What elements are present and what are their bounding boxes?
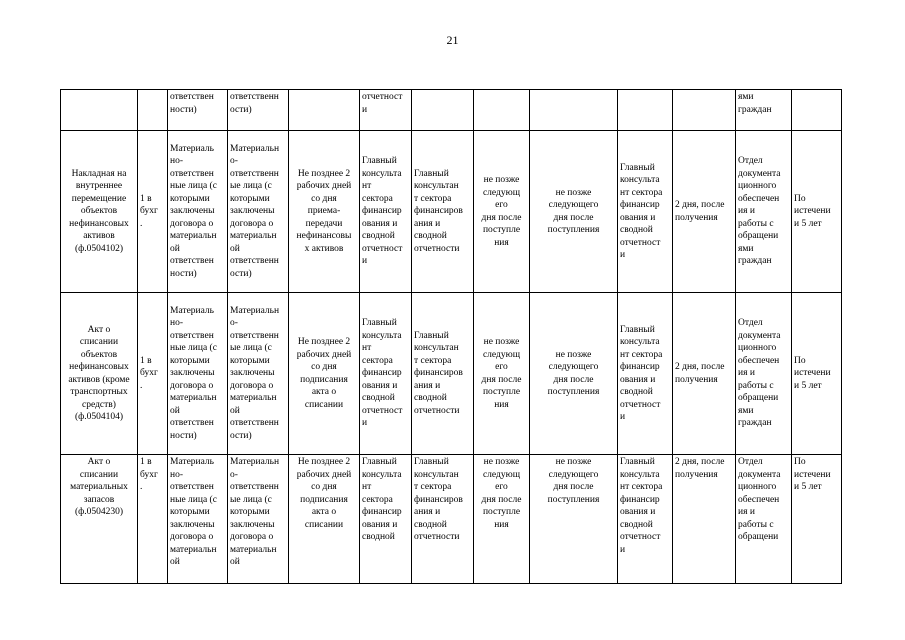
copies-cell: 1 в бухг . bbox=[138, 293, 168, 455]
receiving-dept-cell: Главный консульта нт сектора финансир ования и сводной отчетност и bbox=[360, 131, 412, 293]
document-name-cell: Накладная на внутреннее перемещение объектов нефинансовых активов (ф.0504102) bbox=[61, 131, 138, 293]
archiving-deadline-cell: 2 дня, после получения bbox=[673, 455, 736, 584]
copies-cell bbox=[138, 90, 168, 131]
archiving-dept-cell: Главный консульта нт сектора финансир ования и сводной отчетност и bbox=[618, 455, 673, 584]
processing-dept-cell: Главный консультан т сектора финансиров ания и сводной отчетности bbox=[412, 293, 474, 455]
archiving-deadline-cell: 2 дня, после получения bbox=[673, 131, 736, 293]
archiving-dept-cell: Главный консульта нт сектора финансир ования и сводной отчетност и bbox=[618, 131, 673, 293]
storage-period-cell: По истечени и 5 лет bbox=[792, 455, 842, 584]
processing-deadline-cell bbox=[474, 90, 530, 131]
copies-cell: 1 в бухг . bbox=[138, 455, 168, 584]
transfer-deadline-cell bbox=[530, 90, 618, 131]
processing-deadline-cell: не позже следующ его дня после поступле ния bbox=[474, 293, 530, 455]
processing-deadline-cell: не позже следующ его дня после поступле ния bbox=[474, 131, 530, 293]
processing-dept-cell bbox=[412, 90, 474, 131]
document-name-cell: Акт о списании материальных запасов (ф.0504230) bbox=[61, 455, 138, 584]
signing-persons-cell: ответственн ости) bbox=[228, 90, 289, 131]
responsible-persons-cell: ответствен ности) bbox=[168, 90, 228, 131]
table-row bbox=[61, 131, 842, 293]
submission-deadline-cell: Не позднее 2 рабочих дней со дня подписания акта о списании bbox=[289, 293, 360, 455]
processing-dept-cell: Главный консультан т сектора финансиров ания и сводной отчетности bbox=[412, 455, 474, 584]
responsible-persons-cell: Материаль но- ответствен ные лица (с которыми заключены договора о материальн ой bbox=[168, 455, 228, 584]
archiving-deadline-cell bbox=[673, 90, 736, 131]
storage-dept-cell: Отдел документа ционного обеспечен ия и работы с обращени ями граждан bbox=[736, 131, 792, 293]
submission-deadline-cell: Не позднее 2 рабочих дней со дня приема- передачи нефинансовы х активов bbox=[289, 131, 360, 293]
responsible-persons-cell: Материаль но- ответствен ные лица (с которыми заключены договора о материальн ой ответствен ности) bbox=[168, 293, 228, 455]
document-name-cell: Акт о списании объектов нефинансовых активов (кроме транспортных средств) (ф.0504104) bbox=[61, 293, 138, 455]
transfer-deadline-cell: не позже следующего дня после поступления bbox=[530, 455, 618, 584]
receiving-dept-cell: отчетност и bbox=[360, 90, 412, 131]
table-row bbox=[61, 293, 842, 455]
responsible-persons-cell: Материаль но- ответствен ные лица (с которыми заключены договора о материальн ой ответствен ности) bbox=[168, 131, 228, 293]
table-row bbox=[61, 455, 842, 584]
storage-dept-cell: Отдел документа ционного обеспечен ия и работы с обращени bbox=[736, 455, 792, 584]
storage-period-cell: По истечени и 5 лет bbox=[792, 293, 842, 455]
storage-period-cell bbox=[792, 90, 842, 131]
storage-dept-cell: Отдел документа ционного обеспечен ия и работы с обращени ями граждан bbox=[736, 293, 792, 455]
storage-dept-cell: ями граждан bbox=[736, 90, 792, 131]
signing-persons-cell: Материальн о- ответственн ые лица (с которыми заключены договора о материальн ой bbox=[228, 455, 289, 584]
transfer-deadline-cell: не позже следующего дня после поступления bbox=[530, 131, 618, 293]
page-number: 21 bbox=[446, 33, 459, 47]
document-flow-table bbox=[60, 89, 842, 584]
receiving-dept-cell: Главный консульта нт сектора финансир ования и сводной bbox=[360, 455, 412, 584]
transfer-deadline-cell: не позже следующего дня после поступления bbox=[530, 293, 618, 455]
storage-period-cell: По истечени и 5 лет bbox=[792, 131, 842, 293]
submission-deadline-cell bbox=[289, 90, 360, 131]
table-row bbox=[61, 90, 842, 131]
processing-dept-cell: Главный консультан т сектора финансиров ания и сводной отчетности bbox=[412, 131, 474, 293]
signing-persons-cell: Материальн о- ответственн ые лица (с которыми заключены договора о материальн ой ответственн ости) bbox=[228, 293, 289, 455]
copies-cell: 1 в бухг . bbox=[138, 131, 168, 293]
document-name-cell bbox=[61, 90, 138, 131]
archiving-dept-cell: Главный консульта нт сектора финансир ования и сводной отчетност и bbox=[618, 293, 673, 455]
processing-deadline-cell: не позже следующ его дня после поступле ния bbox=[474, 455, 530, 584]
submission-deadline-cell: Не позднее 2 рабочих дней со дня подписания акта о списании bbox=[289, 455, 360, 584]
receiving-dept-cell: Главный консульта нт сектора финансир ования и сводной отчетност и bbox=[360, 293, 412, 455]
archiving-deadline-cell: 2 дня, после получения bbox=[673, 293, 736, 455]
signing-persons-cell: Материальн о- ответственн ые лица (с которыми заключены договора о материальн ой ответственн ости) bbox=[228, 131, 289, 293]
archiving-dept-cell bbox=[618, 90, 673, 131]
